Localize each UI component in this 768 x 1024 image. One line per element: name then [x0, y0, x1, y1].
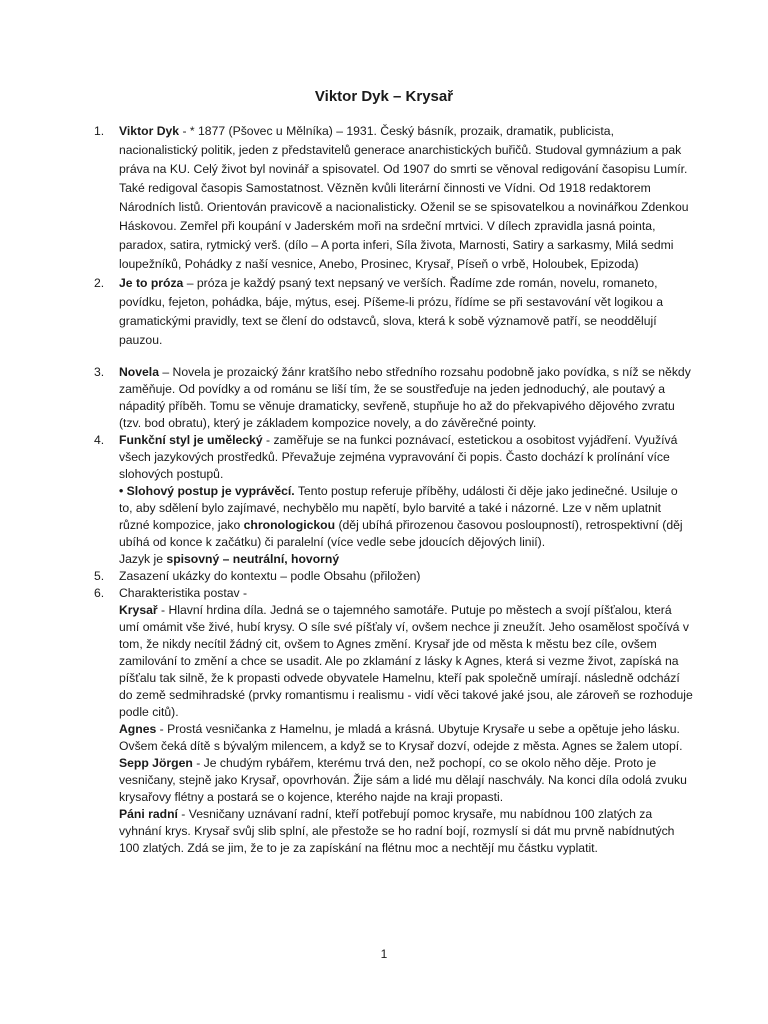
- character-desc: - Je chudým rybářem, kterému trvá den, než pochopí, co se okolo něho děje. Proto je vesničany, stejně jako Krysař, opovrhován. Žije sám a lidé mu dělají naschvály. Na konci díla odolá zvuku krysařovy flétny a postará se o kojence, kterého najde na kraji propasti.: [119, 756, 687, 804]
- character-name: Páni radní: [119, 807, 178, 821]
- character-name: Sepp Jörgen: [119, 756, 193, 770]
- lang-bold: spisovný – neutrální, hovorný: [166, 552, 340, 566]
- sub-text: Tento postup referuje příběhy, události či děje jako jedinečné. Usiluje o to, aby sdělení bylo zajímavé, nechybělo mu napětí, bylo barvité a také i názorné. Lze v něm uplatnit různé kompozice, jako: [119, 484, 678, 532]
- character-desc: - Vesničany uznávaní radní, kteří potřebují pomoc krysaře, mu nabídnou 100 zlatých za vyhnání krys. Krysař svůj slib splní, ale přestože se ho radní bojí, rozmyslí si dát mu prvně nabídnutých 100 zlatých. Zdá se jim, že to je za zapískání na flétnu moc a nechtějí mu částku vyplatit.: [119, 807, 675, 855]
- item-paragraph: [119, 432, 694, 483]
- character-sepp-jorgen: [119, 755, 694, 806]
- page-title: Viktor Dyk – Krysař: [314, 88, 454, 105]
- lang-prefix: Jazyk je: [119, 552, 167, 566]
- list-item-2: [94, 274, 694, 350]
- paragraph-gap: [94, 350, 694, 364]
- item-lead: Viktor Dyk: [119, 124, 180, 138]
- sub-lead: Slohový postup je vyprávěcí.: [126, 484, 295, 498]
- item-text: – próza je každý psaný text nepsaný ve verších. Řadíme zde román, novelu, romaneto, povídku, fejeton, pohádka, báje, mýtus, esej. Píšeme-li prózu, řídíme se při sestavování vět logikou a gramatickými pravidly, text se člení do odstavců, slova, která k sobě významově patří, se neoddělují pauzou.: [119, 276, 663, 347]
- sub-bold: chronologickou: [243, 518, 336, 532]
- character-desc: - Prostá vesničanka z Hamelnu, je mladá a krásná. Ubytuje Krysaře u sebe a opětuje jeho lásku. Ovšem čeká dítě s bývalým milencem, a když se to Krysař dozví, odejde z města. Agnes se žalem utopí.: [119, 722, 683, 753]
- list-item-5: [94, 568, 694, 585]
- list-item-1: [94, 122, 694, 274]
- item-lead: Je to próza: [119, 276, 184, 290]
- character-pani-radni: [119, 806, 694, 857]
- list-item-4: [94, 432, 694, 568]
- character-name: Agnes: [119, 722, 157, 736]
- list-item-6: [94, 585, 694, 857]
- character-desc: - Hlavní hrdina díla. Jedná se o tajemného samotáře. Putuje po městech a svojí píšťalou, která umí omámit vše živé, hubí krysy. O síle své píšťaly ví, ovšem nechce ji zneužít. Jeho osamělost spočívá v tom, že nikdy necítil žádný cit, ovšem to Agnes změní. Krysař jde od města k městu bez cíle, ovšem zamilování to změní a chce se usadit. Ale po zklamání z lásky k Agnes, která si vezme život, zapíská na píšťalu tak silně, že k propasti odvede obyvatele Hamelnu, kteří pak společně umírají. následně odchází do země sedmihradské (prvky romantismu i realismu - vidí věci takové jaké jsou, ale zároveň se rozhoduje podle citů).: [119, 603, 693, 719]
- item-text: Zasazení ukázky do kontextu – podle Obsahu (přiložen): [119, 569, 421, 583]
- language-line: [119, 551, 694, 568]
- item-number: 4.: [94, 433, 105, 447]
- character-agnes: [119, 721, 694, 755]
- character-name: Krysař: [119, 603, 158, 617]
- item-number: 2.: [94, 276, 105, 290]
- page-number: 1: [380, 947, 388, 961]
- item-number: 5.: [94, 569, 105, 583]
- item-heading: Charakteristika postav -: [119, 586, 248, 600]
- item-number: 3.: [94, 365, 105, 379]
- bullet-icon: •: [119, 484, 124, 498]
- character-krysar: [119, 602, 694, 721]
- item-number: 6.: [94, 586, 105, 600]
- list-item-3: [94, 364, 694, 432]
- sub-paragraph: [119, 483, 694, 551]
- sub-text: (děj ubíhá přirozenou časovou posloupností), retrospektivní (děj ubíhá od konce k začátku) či paralelní (více vedle sebe jdoucích dějových linií).: [119, 518, 683, 549]
- item-number: 1.: [94, 124, 105, 138]
- item-text: – Novela je prozaický žánr kratšího nebo středního rozsahu podobně jako povídka, s níž se někdy zaměňuje. Od povídky a od románu se liší tím, že se soustřeďuje na jeden jednoduchý, ale poutavý a nápaditý příběh. Tomu se věnuje dramaticky, sevřeně, stupňuje ho až do překvapivého dějového zvratu (tzv. bod obratu), který je základem kompozice novely, a do závěrečné pointy.: [119, 365, 691, 430]
- item-text: - * 1877 (Pšovec u Mělníka) – 1931. Český básník, prozaik, dramatik, publicista, nacionalistický politik, jeden z představitelů generace anarchistických buřičů. Studoval gymnázium a pak práva na KU. Celý život byl novinář a spisovatel. Od 1907 do smrti se věnoval redigování časopisu Lumír. Také redigoval časopis Samostatnost. Vězněn kvůli literární činnosti ve Vídni. Od 1918 redaktorem Národních listů. Orientován pravicově a nacionalisticky. Oženil se se spisovatelkou a novinářkou Zdenkou Háskovou. Zemřel při koupání v Jaderském moři na srdeční mrtvici. V dílech zpravidla jasná pointa, paradox, satira, rytmický verš. (dílo – A porta inferi, Síla života, Marnosti, Satiry a sarkasmy, Milá sedmi loupežníků, Pohádky z naší vesnice, Anebo, Prosinec, Krysař, Píseň o vrbě, Holoubek, Epizoda): [119, 124, 689, 271]
- numbered-list: [94, 122, 694, 857]
- item-text: - zaměřuje se na funkci poznávací, estetickou a osobitost vyjádření. Využívá všech jazykových prostředků. Převažuje zejména vypravování či popis. Často dochází k prolínání více slohových postupů.: [119, 433, 678, 481]
- item-lead: Novela: [119, 365, 159, 379]
- item-lead: Funkční styl je umělecký: [119, 433, 263, 447]
